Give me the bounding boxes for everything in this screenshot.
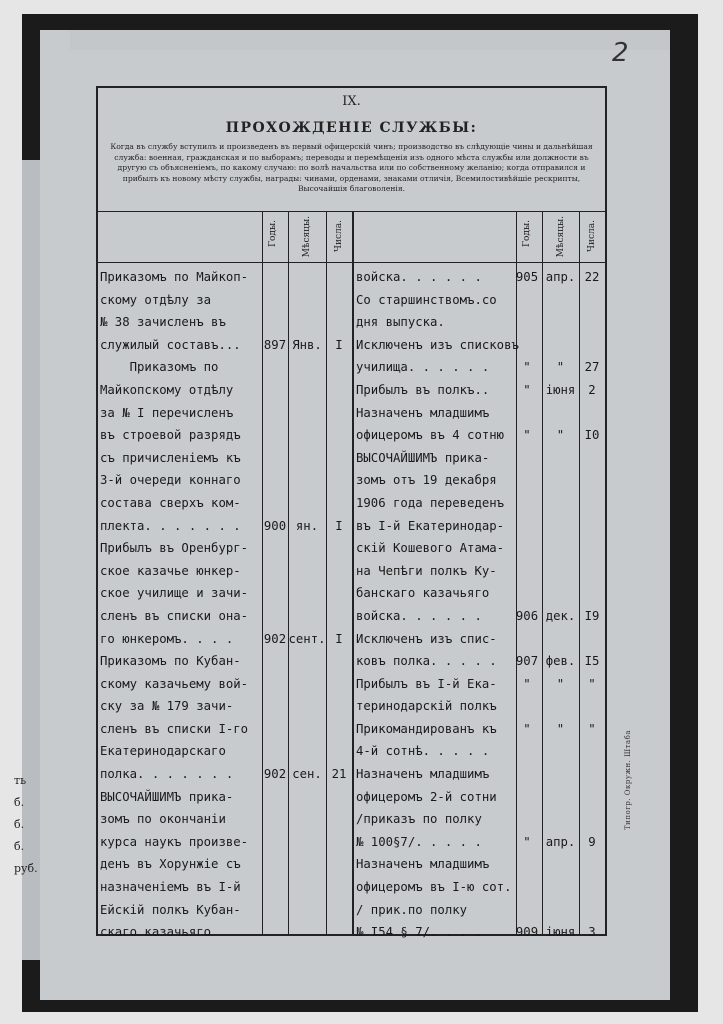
entry-line: въ строевой разрядъ [100, 428, 241, 443]
entry-line [510, 695, 544, 718]
right-years-header: Годы. [522, 220, 532, 247]
entry-line: № 100§7/. . . . . [356, 834, 482, 849]
entry-line: Майкопскому отдѣлу [100, 382, 234, 397]
entry-line [579, 853, 605, 876]
entry-line: " [523, 360, 531, 375]
entry-line: ковъ полка. . . . . [356, 654, 497, 669]
entry-line: войска. . . . . . [356, 608, 482, 623]
entry-line: дек. [545, 608, 576, 623]
entry-line [262, 447, 288, 470]
entry-line [542, 447, 579, 470]
entry-line [579, 786, 605, 809]
entry-line [288, 311, 326, 334]
left-years-header: Годы. [268, 220, 278, 247]
entry-line: 4-й сотнѣ. . . . . [356, 744, 490, 759]
entry-line: I9 [584, 608, 600, 623]
entry-line [326, 808, 352, 831]
entry-line [542, 311, 579, 334]
entry-line [510, 808, 544, 831]
entry-line: " [523, 428, 531, 443]
entry-line [510, 469, 544, 492]
entry-line: въ I-й Екатеринодар- [356, 518, 505, 533]
entry-line [262, 311, 288, 334]
entry-line: " [556, 676, 565, 691]
entry-line: іюня [545, 382, 576, 397]
page-number: 2 [612, 38, 629, 68]
entry-line: зомъ по окончаніи [100, 812, 226, 827]
entry-line: Прибылъ въ полкъ.. [356, 382, 490, 397]
entry-line [326, 831, 352, 854]
entry-line [510, 740, 544, 763]
entry-line [510, 334, 544, 357]
entry-line [262, 876, 288, 899]
entry-line: іюня [545, 925, 576, 940]
entry-line [542, 515, 579, 538]
entry-line [326, 899, 352, 922]
entry-line: дня выпуска. [356, 315, 445, 330]
entry-line [579, 537, 605, 560]
right-months-header: Мѣсяцы. [556, 216, 566, 258]
entry-line: фев. [545, 654, 576, 669]
entry-line: " [556, 360, 565, 375]
entry-line [579, 515, 605, 538]
entry-line [579, 808, 605, 831]
entry-line [579, 492, 605, 515]
entry-line: I [335, 337, 343, 352]
entry-line: " [556, 721, 565, 736]
entry-line: Назначенъ младшимъ [356, 767, 490, 782]
edge-fragment: б. [14, 796, 25, 809]
entry-line [542, 740, 579, 763]
entry-line [262, 650, 288, 673]
entry-line [288, 718, 326, 741]
entry-line: Прибылъ въ I-й Ека- [356, 676, 497, 691]
entry-line: " [588, 676, 596, 691]
entry-line [326, 582, 352, 605]
entry-line: служилый составъ... [100, 337, 241, 352]
entry-line [542, 628, 579, 651]
right-months-column [542, 266, 579, 944]
entry-line: 905 [515, 270, 539, 284]
entry-line [288, 899, 326, 922]
entry-line: " [523, 834, 531, 849]
entry-line: скій Кошевого Атама- [356, 541, 505, 556]
entry-line: Прибылъ въ Оренбург- [100, 541, 249, 556]
section-description: Когда въ службу вступилъ и произведенъ въ первый офицерскій чинъ; производство въ слѣдующіе чины и дальнѣйшая служба: военная, гражданская и по выборамъ; переводы и перемѣщенія изъ одного мѣста службы или должности въ другую съ объясненіемъ, по какому случаю: по волѣ начальства или по собственному желанію; когда отправился и прибылъ къ новому мѣсту службы, награды: чинами, орденами, знаками отличія, Всемилостивѣйшіе рескрипты, Высочайшія благоволенія. [110, 142, 593, 194]
entry-line [542, 469, 579, 492]
entry-line: училища. . . . . . [356, 360, 490, 375]
entry-line: / прик.по полку [356, 902, 468, 917]
entry-line [510, 492, 544, 515]
entry-line [579, 560, 605, 583]
left-entries-text [100, 266, 248, 944]
entry-line: 902 [263, 631, 287, 646]
entry-line [542, 695, 579, 718]
entry-line: 1906 года переведенъ [356, 495, 505, 510]
right-days-header: Числа. [587, 220, 597, 252]
entry-line: 909 [515, 925, 539, 940]
entry-line [262, 673, 288, 696]
edge-fragment: б. [14, 840, 25, 853]
entry-line [288, 424, 326, 447]
entry-line: 906 [515, 608, 539, 623]
entry-line [510, 786, 544, 809]
entry-line [542, 582, 579, 605]
entry-line [326, 560, 352, 583]
entry-line [510, 876, 544, 899]
entry-line [288, 537, 326, 560]
entry-line [262, 492, 288, 515]
entry-line [288, 560, 326, 583]
entry-line [262, 582, 288, 605]
entry-line [579, 628, 605, 651]
entry-line: скаго казачьяго [100, 925, 212, 940]
entry-line [542, 763, 579, 786]
entry-line: Екатеринодарскаго [100, 744, 226, 759]
left-months-header: Мѣсяцы. [302, 216, 312, 258]
entry-line: войска. . . . . . [356, 270, 482, 284]
entry-line [288, 786, 326, 809]
entry-line: го юнкеромъ. . . . [100, 631, 234, 646]
edge-fragments [0, 770, 36, 920]
entry-line: апр. [545, 270, 576, 284]
entry-line [326, 718, 352, 741]
entry-line [288, 492, 326, 515]
entry-line: сент. [288, 631, 326, 646]
entry-line [262, 605, 288, 628]
entry-line: Приказомъ по Кубан- [100, 654, 241, 669]
entry-line: 9 [588, 834, 596, 849]
entry-line [326, 492, 352, 515]
entry-line [262, 718, 288, 741]
entry-line: I0 [584, 428, 600, 443]
entry-line: ское казачье юнкер- [100, 563, 241, 578]
entry-line [510, 402, 544, 425]
entry-line [542, 876, 579, 899]
entry-line: " [588, 721, 596, 736]
entry-line: Исключенъ изъ списковъ [356, 337, 519, 352]
section-title: ПРОХОЖДЕНІЕ СЛУЖБЫ: [225, 120, 478, 136]
entry-line: I [335, 631, 343, 646]
entry-line [288, 289, 326, 312]
entry-line: " [523, 721, 531, 736]
entry-line [326, 424, 352, 447]
entry-line [262, 289, 288, 312]
entry-line [262, 899, 288, 922]
entry-line [542, 899, 579, 922]
entry-line [326, 740, 352, 763]
entry-line [288, 605, 326, 628]
entry-line [510, 628, 544, 651]
entry-line: 2 [588, 382, 596, 397]
entry-line [510, 537, 544, 560]
entry-line [288, 447, 326, 470]
entry-line [326, 379, 352, 402]
entry-line [326, 469, 352, 492]
entry-line [288, 876, 326, 899]
entry-line [579, 695, 605, 718]
entry-line: 21 [331, 767, 347, 782]
entry-line: скому отдѣлу за [100, 292, 212, 307]
entry-line [262, 921, 288, 944]
entry-line: 3-й очереди коннаго [100, 473, 241, 488]
entry-line: офицеромъ 2-й сотни [356, 789, 497, 804]
entry-line: курса наукъ произве- [100, 834, 249, 849]
entry-line [510, 311, 544, 334]
entry-line [288, 266, 326, 289]
entry-line [288, 402, 326, 425]
edge-fragment: б. [14, 818, 25, 831]
entry-line: № 38 зачисленъ въ [100, 315, 226, 330]
entry-line: Янв. [292, 337, 322, 352]
entry-line [262, 786, 288, 809]
entry-line [288, 650, 326, 673]
entry-line [510, 289, 544, 312]
entry-line [326, 853, 352, 876]
entry-line: теринодарскій полкъ [356, 699, 497, 714]
entry-line [262, 560, 288, 583]
entry-line [579, 876, 605, 899]
entry-line [579, 582, 605, 605]
left-days-header: Числа. [334, 220, 344, 252]
entry-line [542, 808, 579, 831]
entry-line [326, 356, 352, 379]
entry-line: съ причисленіемъ къ [100, 450, 241, 465]
entry-line: 27 [584, 360, 600, 375]
entry-line [510, 853, 544, 876]
entry-line [288, 853, 326, 876]
entry-line: Ейскій полкъ Кубан- [100, 902, 241, 917]
entry-line [542, 560, 579, 583]
entry-line [579, 311, 605, 334]
entry-line: ВЫСОЧАЙШИМЪ прика- [356, 450, 490, 465]
entry-line [542, 853, 579, 876]
entry-line [262, 424, 288, 447]
entry-line: полка. . . . . . . [100, 767, 234, 782]
entry-line: сен. [292, 767, 322, 782]
entry-line [262, 831, 288, 854]
entry-line [579, 289, 605, 312]
entry-line: Приказомъ по [100, 360, 219, 375]
entry-line: ян. [295, 518, 319, 533]
entry-line [579, 334, 605, 357]
entry-line [542, 402, 579, 425]
entry-line: сленъ въ списки она- [100, 608, 249, 623]
entry-line [288, 469, 326, 492]
entry-line: офицеромъ въ 4 сотню [356, 428, 505, 443]
entry-line: назначеніемъ въ I-й [100, 880, 241, 895]
entry-line [579, 899, 605, 922]
entry-line [326, 650, 352, 673]
entry-line [510, 763, 544, 786]
entry-line: за № I перечисленъ [100, 405, 234, 420]
left-days-column [326, 266, 352, 944]
entry-line: денъ въ Хорунжіе съ [100, 857, 241, 872]
entry-line: 907 [515, 654, 539, 669]
entry-line: 3 [588, 925, 596, 940]
entry-line [262, 537, 288, 560]
entry-line [288, 808, 326, 831]
entry-line [288, 582, 326, 605]
entry-line [542, 289, 579, 312]
entry-line: 900 [263, 518, 287, 533]
entry-line [288, 356, 326, 379]
entry-line [579, 740, 605, 763]
entry-line: банскаго казачьяго [356, 586, 490, 601]
entry-line [326, 447, 352, 470]
entry-line [579, 402, 605, 425]
entry-line [288, 673, 326, 696]
entry-line: Прикомандированъ къ [356, 721, 497, 736]
entry-line [326, 876, 352, 899]
entry-line: состава сверхъ ком- [100, 495, 241, 510]
section-number: IX. [342, 94, 361, 109]
entry-line: " [556, 428, 565, 443]
entry-line [262, 853, 288, 876]
entry-line: ску за № 179 зачи- [100, 699, 234, 714]
entry-line [262, 808, 288, 831]
entry-line [326, 289, 352, 312]
entry-line [510, 447, 544, 470]
entry-line [288, 379, 326, 402]
entry-line [326, 605, 352, 628]
entry-line: 897 [263, 337, 287, 352]
entry-line [326, 673, 352, 696]
entry-line: сленъ въ списки I-го [100, 721, 249, 736]
entry-line [288, 740, 326, 763]
entry-line [326, 537, 352, 560]
entry-line: № I54 § 7/. . . . [356, 925, 482, 940]
edge-fragment: ть [14, 774, 27, 787]
entry-line [262, 379, 288, 402]
entry-line [262, 356, 288, 379]
entry-line: Назначенъ младшимъ [356, 405, 490, 420]
entry-line [262, 266, 288, 289]
sheet-top-edge [70, 30, 670, 50]
entry-line [579, 447, 605, 470]
entry-line [326, 402, 352, 425]
entry-line: офицеромъ въ I-ю сот. [356, 880, 512, 895]
entry-line [262, 695, 288, 718]
entry-line [579, 763, 605, 786]
entry-line: апр. [545, 834, 576, 849]
entry-line [510, 560, 544, 583]
entry-line [510, 899, 544, 922]
entry-line [542, 786, 579, 809]
left-months-column [288, 266, 326, 944]
entry-line [579, 469, 605, 492]
right-days-column [579, 266, 605, 944]
entry-line: " [523, 676, 531, 691]
entry-line: Приказомъ по Майкоп- [100, 270, 249, 284]
entry-line: I5 [584, 654, 600, 669]
entry-line [288, 831, 326, 854]
entry-line [542, 334, 579, 357]
entry-line: Со старшинствомъ.со [356, 292, 497, 307]
entry-line [326, 921, 352, 944]
entry-line: скому казачьему вой- [100, 676, 249, 691]
entry-line [510, 515, 544, 538]
entry-line: I [335, 518, 343, 533]
entry-line: " [523, 382, 531, 397]
entry-line [288, 921, 326, 944]
entry-line: /приказъ по полку [356, 812, 482, 827]
entry-line [326, 695, 352, 718]
entry-line: ВЫСОЧАЙШИМЪ прика- [100, 789, 234, 804]
right-years-column [510, 266, 544, 944]
entry-line: плекта. . . . . . . [100, 518, 241, 533]
entry-line: 902 [263, 767, 287, 782]
edge-fragment: руб. [14, 862, 38, 875]
entry-line [262, 740, 288, 763]
entry-line [542, 492, 579, 515]
entry-line [510, 582, 544, 605]
entry-line: Назначенъ младшимъ [356, 857, 490, 872]
entry-line [262, 469, 288, 492]
entry-line: 22 [584, 270, 600, 284]
entry-line [326, 311, 352, 334]
entry-line [326, 266, 352, 289]
entry-line: зомъ отъ 19 декабря [356, 473, 497, 488]
right-entries-text [356, 266, 519, 944]
entry-line: ское училище и зачи- [100, 586, 249, 601]
left-years-column [262, 266, 288, 944]
entry-line: на Чепѣги полкъ Ку- [356, 563, 497, 578]
entry-line: Исключенъ изъ спис- [356, 631, 497, 646]
printer-stamp: Типогр. Окружн. Штаба [624, 730, 632, 831]
center-divider [352, 211, 354, 934]
entry-line [326, 786, 352, 809]
entry-line [288, 695, 326, 718]
entry-line [542, 537, 579, 560]
entry-line [262, 402, 288, 425]
